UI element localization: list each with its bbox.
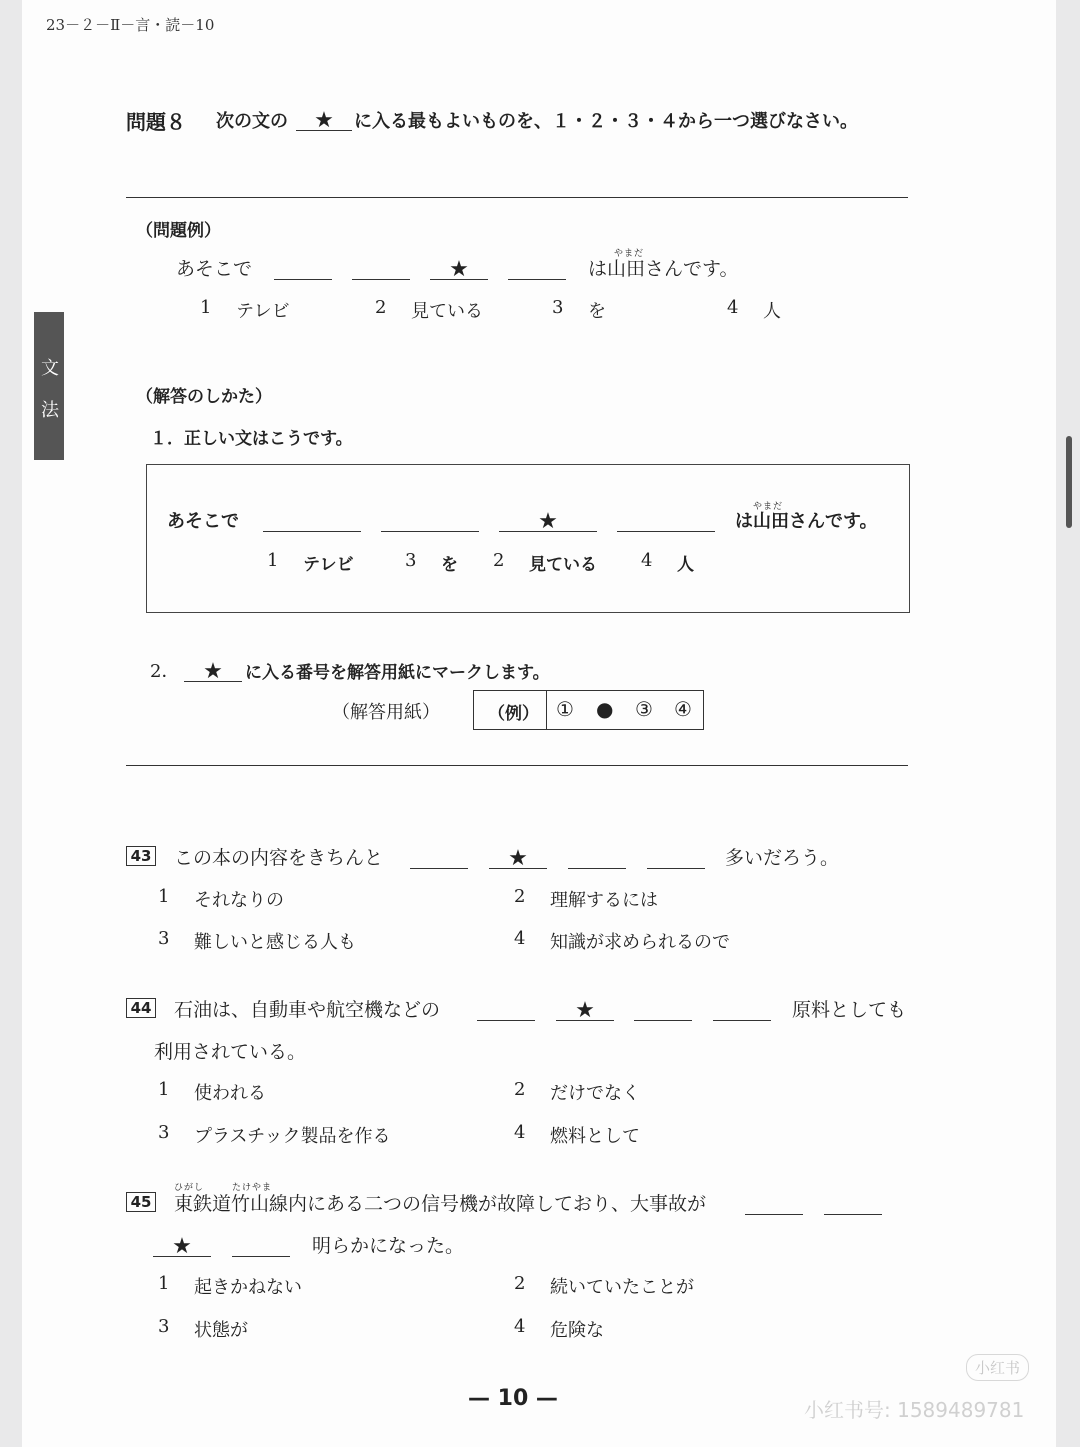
q45-option-3-num: 3	[158, 1316, 170, 1337]
q43-option-4-text[interactable]: 知識が求められるので	[550, 932, 730, 953]
example-option-3-text: を	[588, 301, 606, 322]
instruction-text-after: に入る最もよいものを、１・２・３・４から一つ選びなさい。	[354, 111, 858, 132]
mark-4-icon: ④	[674, 697, 692, 721]
exam-page	[22, 0, 1056, 1447]
star-icon: ★	[172, 1234, 192, 1259]
q44-option-2-num: 2	[514, 1079, 526, 1100]
problem-heading: 問題８	[126, 110, 186, 134]
q44-option-3-num: 3	[158, 1122, 170, 1143]
scrollbar-thumb[interactable]	[1066, 436, 1072, 528]
box-blank-star	[499, 509, 597, 534]
example-option-2-text: 見ている	[411, 301, 483, 322]
side-tab-char-2: 法	[41, 400, 59, 421]
q45-blank-4[interactable]	[232, 1256, 290, 1257]
star-icon: ★	[575, 998, 595, 1023]
answer-sheet-label: （解答用紙）	[332, 702, 440, 723]
box-blank-4	[617, 531, 715, 532]
q44-blank-4[interactable]	[713, 1020, 771, 1021]
q45-option-4-text[interactable]: 危険な	[550, 1320, 604, 1341]
how-to-step-2-text: に入る番号を解答用紙にマークします。	[245, 663, 550, 683]
q45-option-2-text[interactable]: 続いていたことが	[550, 1277, 694, 1298]
box-answer-2-text: を	[441, 555, 458, 575]
answer-sheet-sample	[473, 690, 704, 730]
q43-blank-1[interactable]	[410, 868, 468, 869]
q45-text-end: 明らかになった。	[312, 1235, 465, 1257]
box-answer-3-text: 見ている	[529, 555, 597, 575]
box-answer-1-num: 1	[267, 550, 279, 571]
watermark-text: 小红书号: 1589489781	[804, 1398, 1025, 1422]
q44-text-line-2: 利用されている。	[154, 1041, 307, 1063]
q44-option-3-text[interactable]: プラスチック製品を作る	[194, 1126, 391, 1147]
example-blank-1	[274, 279, 332, 280]
box-blank-1	[263, 531, 361, 532]
box-answer-2-num: 3	[405, 550, 417, 571]
box-sentence-end: は山田さんです。	[735, 511, 878, 532]
q43-option-1-num: 1	[158, 886, 170, 907]
box-answer-3-num: 2	[493, 550, 505, 571]
q43-text-start: この本の内容をきちんと	[174, 847, 384, 869]
q45-option-3-text[interactable]: 状態が	[194, 1320, 248, 1341]
page-number: — 10 —	[468, 1386, 558, 1411]
question-number-44: 44	[126, 998, 156, 1018]
example-option-1-text: テレビ	[236, 301, 290, 322]
star-icon: ★	[508, 846, 528, 871]
box-sentence-start: あそこで	[167, 511, 239, 532]
q43-option-3-text[interactable]: 難しいと感じる人も	[194, 932, 356, 953]
how-to-step-2-num: 2．	[150, 661, 180, 682]
bottom-rule	[126, 765, 908, 766]
how-to-label: （解答のしかた）	[136, 387, 272, 407]
q44-option-4-num: 4	[514, 1122, 526, 1143]
side-tab-char-1: 文	[41, 358, 59, 379]
example-option-4-num: 4	[727, 297, 739, 318]
section-side-tab	[34, 312, 64, 460]
q44-blank-1[interactable]	[477, 1020, 535, 1021]
example-blank-4	[508, 279, 566, 280]
star-icon: ★	[449, 257, 469, 282]
star-icon: ★	[314, 108, 334, 133]
q43-text-end: 多いだろう。	[725, 847, 840, 869]
mark-filled-icon: ●	[596, 697, 614, 721]
q44-option-1-text[interactable]: 使われる	[194, 1083, 266, 1104]
box-answer-4-num: 4	[641, 550, 653, 571]
example-blank-2	[352, 279, 410, 280]
q44-option-2-text[interactable]: だけでなく	[550, 1083, 640, 1104]
q43-option-3-num: 3	[158, 928, 170, 949]
example-ruby: やまだ	[614, 249, 645, 259]
q44-blank-3[interactable]	[634, 1020, 692, 1021]
q43-option-2-num: 2	[514, 886, 526, 907]
sheet-example-label: （例）	[488, 704, 539, 724]
q43-option-2-text[interactable]: 理解するには	[550, 890, 658, 911]
instruction-text-before: 次の文の	[216, 111, 288, 132]
q43-option-4-num: 4	[514, 928, 526, 949]
box-answer-4-text: 人	[677, 555, 694, 575]
q44-blank-star[interactable]	[556, 998, 614, 1023]
example-option-2-num: 2	[375, 297, 387, 318]
star-icon: ★	[203, 659, 223, 684]
q45-blank-star[interactable]	[153, 1234, 211, 1259]
q45-option-2-num: 2	[514, 1273, 526, 1294]
example-option-3-num: 3	[552, 297, 564, 318]
example-label: （問題例）	[136, 221, 221, 241]
box-answer-1-text: テレビ	[303, 555, 354, 575]
q44-text-end: 原料としても	[792, 999, 907, 1021]
watermark-logo: 小红书	[966, 1354, 1029, 1381]
box-blank-2	[381, 531, 479, 532]
q43-blank-4[interactable]	[647, 868, 705, 869]
page-code: 23－２－Ⅱ－言・読－10	[46, 16, 215, 34]
q45-ruby-2: たけやま	[232, 1183, 273, 1193]
q45-text-start: 東鉄道竹山線内にある二つの信号機が故障しており、大事故が	[174, 1193, 707, 1215]
how-to-step-1: １．正しい文はこうです。	[150, 429, 353, 449]
top-rule	[126, 197, 908, 198]
q45-option-1-text[interactable]: 起きかねない	[194, 1277, 302, 1298]
example-sentence-end: は山田さんです。	[588, 258, 739, 280]
question-number-45: 45	[126, 1192, 156, 1212]
q43-blank-star[interactable]	[489, 846, 547, 871]
star-icon: ★	[538, 509, 558, 534]
q45-blank-1[interactable]	[745, 1214, 803, 1215]
q44-option-1-num: 1	[158, 1079, 170, 1100]
example-sentence-start: あそこで	[176, 258, 253, 280]
example-blank-star	[430, 257, 488, 282]
mark-3-icon: ③	[635, 697, 653, 721]
q44-text-start: 石油は、自動車や航空機などの	[174, 999, 441, 1021]
q45-ruby-1: ひがし	[174, 1183, 205, 1193]
q44-option-4-text[interactable]: 燃料として	[550, 1126, 640, 1147]
sheet-divider	[546, 691, 547, 729]
q45-blank-2[interactable]	[824, 1214, 882, 1215]
mark-1-icon: ①	[556, 697, 574, 721]
example-option-4-text: 人	[763, 301, 781, 322]
step-2-star-blank	[184, 659, 242, 684]
q43-blank-3[interactable]	[568, 868, 626, 869]
q45-option-4-num: 4	[514, 1316, 526, 1337]
example-option-1-num: 1	[200, 297, 212, 318]
instruction-star-blank	[296, 108, 352, 133]
q43-option-1-text[interactable]: それなりの	[194, 890, 284, 911]
q45-option-1-num: 1	[158, 1273, 170, 1294]
correct-sentence-box	[146, 464, 910, 613]
box-ruby: やまだ	[753, 502, 784, 512]
question-number-43: 43	[126, 846, 156, 866]
